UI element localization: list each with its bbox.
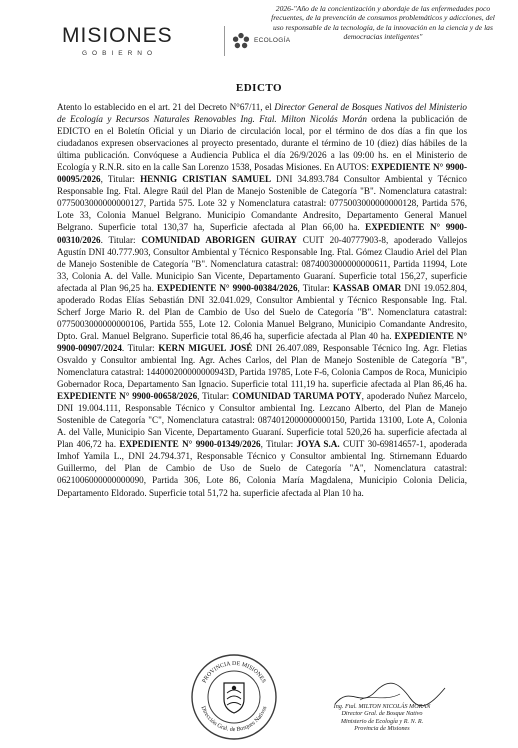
svg-text:PROVINCIA DE MISIONES bbox=[202, 661, 267, 684]
expediente-number: EXPEDIENTE N° 9900-00907/2024 bbox=[57, 330, 467, 353]
titular-name: KASSAB OMAR bbox=[332, 282, 402, 293]
logo-subtitle: GOBIERNO bbox=[82, 50, 158, 57]
text-run: CUIT 30-69814657-1, apoderada Imhof Yamila L., DNI 24.794.371, Responsable Técnico y Consultor ambiental Ing. Stirnemann Eduardo Guillermo, del Plan de Cambio de Uso de Suelo de Categoría "A", Nomenclatura catastral: 0621006000000000090, Partida 306, Lote 86, Colonia María Magdalena, Municipio Colonia Delicia, Departamento Eldorado. Superficie total 51,72 ha. superficie afectada al Plan 10 ha. bbox=[57, 439, 467, 498]
text-run: , Titular: bbox=[197, 391, 233, 402]
expediente-number: EXPEDIENTE N° 9900-00384/2026 bbox=[156, 282, 298, 293]
edict-paragraph bbox=[57, 101, 467, 499]
text-run: , apoderado Nuñez Marcelo, DNI 19.004.111, Responsable Técnico y Consultor ambiental Ing. Lezcano Alberto, del Plan de Manejo Sostenible de Categoría "C", Nomenclatura catastral: 0874012000000000150, Partida 13100, Lote A, Colonia A. del Valle, Municipio San Vicente, Departamento Guaraní. Superficie total 520,26 ha. superficie afectada al Plan 406,72 ha. bbox=[57, 391, 467, 450]
titular-name: HENNIG CRISTIAN SAMUEL bbox=[140, 174, 272, 185]
signer-province: Provincia de Misiones bbox=[354, 725, 410, 733]
titular-name: JOYA S.A. bbox=[296, 439, 340, 450]
text-run: Atento lo establecido en el art. 21 del Decreto N°67/11, el bbox=[57, 102, 275, 112]
text-run: DNI 26.407.089, Responsable Técnico Ing. Agr. Fletias Osvaldo y Consultor ambiental Ing. Agr. Aches Carlos, del Plan de Manejo Sostenible de Categoría "B", Nomenclatura catastral: 144000200000000943D, Partida 19785, Lote F-6, Colonia Campos de Roca, Municipio Gobernador Roca, Departamento San Ignacio. Superficie total 111,19 ha. superficie afectada al Plan 86,46 ha. bbox=[57, 342, 467, 390]
titular-name: KERN MIGUEL JOSÉ bbox=[158, 342, 253, 353]
text-run: , Titular: bbox=[297, 282, 333, 293]
stamp-top-text: PROVINCIA DE MISIONES bbox=[201, 660, 267, 685]
text-run: , Titular: bbox=[260, 439, 297, 450]
svg-text:Dirección Gral. de Bosques Nat bbox=[200, 705, 269, 733]
edict-body bbox=[57, 101, 467, 499]
misiones-logo bbox=[62, 20, 291, 62]
provincial-shield-icon bbox=[224, 683, 244, 713]
year-motto: 2026-"Año de la concientización y abordaje de las enfermedades poco frecuentes, de la prevención de consumos problemáticos y adicciones, del uso responsable de la tecnología, de la innovación en la ciencia y de las democracias inteligentes" bbox=[271, 4, 495, 42]
titular-name: COMUNIDAD ABORIGEN GUIRAY bbox=[141, 234, 298, 245]
text-run: DNI 34.893.784 Consultor Ambiental y Técnico Responsable Ing. Ftal. Alegre Raúl del Plan de Manejo Sostenible de Categoría "B". Nomenclatura catastral: 0775003000000000127, Partida 575. Lote 32 y Nomenclatura catastral: 0775003000000000128, Partida 576, Lote 33, Colonia Manuel Belgrano. Municipio Comandante Andresito, Departamento General Manuel Belgrano. Superficie total 130,37 ha, Superficie afectada al Plan 66,00 ha. bbox=[57, 174, 467, 233]
expediente-number: EXPEDIENTE N° 9900-01349/2026 bbox=[119, 439, 261, 450]
logo-wordmark: MISIONES bbox=[62, 24, 173, 47]
text-run: . Titular: bbox=[100, 234, 142, 245]
signature-block bbox=[302, 703, 462, 733]
signer-ministry: Ministerio de Ecología y R. N. R. bbox=[340, 717, 424, 725]
director-name: Director General de Bosques Nativos del Ministerio de Ecología y Recursos Naturales Renovables Ing. Ftal. Milton Nicolás Morán bbox=[57, 102, 467, 125]
expediente-number: EXPEDIENTE N° 9900-00658/2026 bbox=[57, 391, 198, 402]
titular-name: COMUNIDAD TARUMA POTY bbox=[232, 391, 362, 402]
signer-position: Director Gral. de Bosque Nativo bbox=[341, 710, 423, 718]
stamp-bottom-text: Dirección Gral. de Bosques Nativos bbox=[199, 705, 269, 734]
text-run: , Titular: bbox=[100, 174, 141, 185]
document-title: EDICTO bbox=[235, 82, 283, 94]
text-run: ordena la publicación de EDICTO en el Boletín Oficial y un Diario de circulación local, por el término de dos días a fin que los ciudadanos expresen observaciones al proyecto presentado, durante el término de 10 (diez) días hábiles de la última publicación. Convóquese a Audiencia Publica el día 26/9/2026 a las 09:00 hs. en el Ministerio de Ecología y R.N.R. sito en la calle San Lorenzo 1538, Posadas Misiones. En AUTOS: bbox=[57, 114, 467, 173]
text-run: . Titular: bbox=[121, 342, 159, 353]
text-run: DNI 19.052.804, apoderado Rodas Elías Sebastián DNI 32.041.029, Consultor Ambiental y Técnico Responsable Ing. Ftal. Scherf Jorge Mario R. del Plan de Cambio de Uso del Suelo de Categoría "B". Nomenclatura catastral: 0775003000000000106, Partida 555, Lote 12. Colonia Manuel Belgrano, Municipio Comandante Andresito, Dpto. Gral. Manuel Belgrano. Superficie total 86,46 ha, superficie afectada al Plan 40 ha. bbox=[57, 282, 468, 341]
logo-divider bbox=[224, 26, 225, 56]
official-stamp bbox=[190, 653, 278, 741]
expediente-number: EXPEDIENTE N° 9900-00310/2026 bbox=[57, 222, 467, 245]
expediente-number: EXPEDIENTE N° 9900-00095/2026 bbox=[57, 162, 467, 185]
ministry-label: ECOLOGÍA bbox=[254, 37, 291, 44]
ecology-flower-icon bbox=[232, 32, 250, 50]
signer-name: Ing. Ftal. MILTON NICOLÁS MORAN bbox=[333, 703, 431, 710]
text-run: CUIT 20-40777903-8, apoderado Vallejos Agustín DNI 40.777.903, Consultor Ambiental y Técnico Responsable Ing. Ftal. Gómez Claudio Ariel del Plan de Manejo Sostenible de Categoría "B". Nomenclatura catastral: 0874003000000000611, Partida 11994, Lote 33, Colonia A. del Valle. Municipio San Vicente, Departamento Guaraní. Superficie total 156,27, superficie afectada al Plan 96,25 ha. bbox=[57, 234, 467, 293]
